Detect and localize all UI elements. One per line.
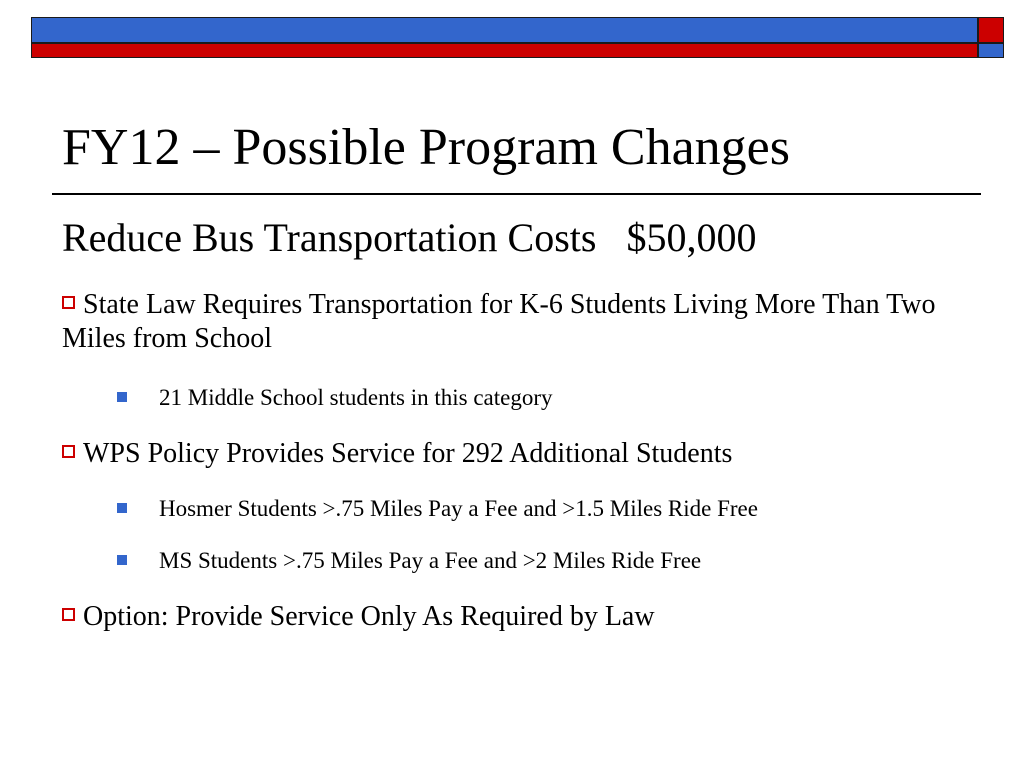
bullet-item <box>62 600 962 634</box>
filled-square-bullet-icon <box>117 555 127 565</box>
hollow-square-bullet-icon <box>62 608 75 621</box>
bullet-item <box>62 288 962 356</box>
sub-bullet-item <box>117 494 758 524</box>
sub-bullet-item <box>117 383 553 413</box>
slide-title: FY12 – Possible Program Changes <box>62 119 790 176</box>
bullet-text: State Law Requires Transportation for K-6 Students Living More Than Two Miles from School <box>62 289 936 354</box>
title-divider <box>52 193 981 195</box>
header-square-blue <box>978 43 1004 58</box>
header-bar-red <box>31 43 978 58</box>
header-bar-blue <box>31 17 978 43</box>
header-square-red <box>978 17 1004 43</box>
filled-square-bullet-icon <box>117 392 127 402</box>
bullet-text: WPS Policy Provides Service for 292 Additional Students <box>83 438 733 469</box>
sub-bullet-text: MS Students >.75 Miles Pay a Fee and >2 Miles Ride Free <box>159 548 702 573</box>
bullet-text: Option: Provide Service Only As Required by Law <box>83 601 655 632</box>
slide-subtitle: Reduce Bus Transportation Costs $50,000 <box>62 215 757 260</box>
sub-bullet-text: 21 Middle School students in this category <box>159 385 553 410</box>
sub-bullet-item <box>117 546 701 576</box>
hollow-square-bullet-icon <box>62 445 75 458</box>
filled-square-bullet-icon <box>117 503 127 513</box>
hollow-square-bullet-icon <box>62 296 75 309</box>
bullet-item <box>62 437 962 471</box>
sub-bullet-text: Hosmer Students >.75 Miles Pay a Fee and >1.5 Miles Ride Free <box>159 496 758 521</box>
